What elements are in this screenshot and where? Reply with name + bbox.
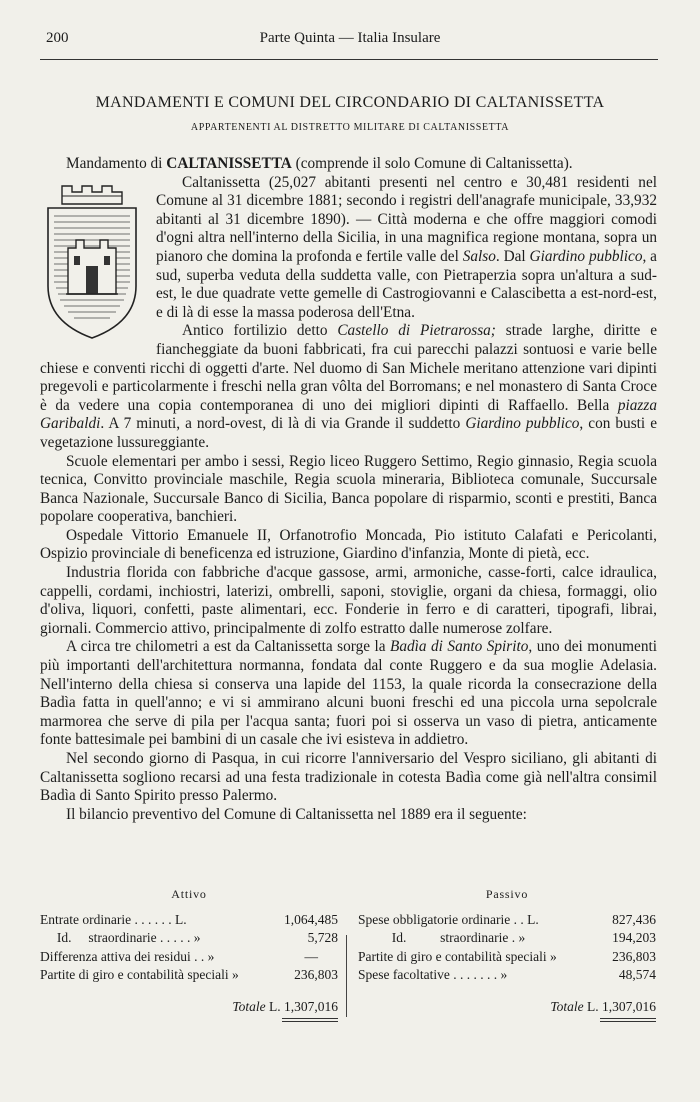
- row-amount: 5,728: [307, 930, 338, 946]
- total-amount: 1,307,016: [284, 998, 338, 1014]
- table-row: [358, 948, 656, 966]
- p1-giardino: Giardino pubblico: [529, 247, 643, 265]
- p2-castello: Castello di Pietrarossa;: [337, 322, 496, 340]
- table-row: [40, 966, 338, 984]
- mandamento-heading: [40, 155, 657, 174]
- attivo-heading: Attivo: [171, 887, 207, 901]
- paragraph-schools: Scuole elementari per ambo i sessi, Regio liceo Ruggero Settimo, Regio ginnasio, Regia scuola tecnica, Convitto provinciale maschile, Regia scuola mineraria, Biblioteca comunale, Succursale Banca Nazionale, Succursale Banco di Sicilia, Banca popolare di risparmio, sconti e prestiti, Banca popolare cooperativa, banchieri.: [40, 452, 657, 526]
- table-row: [40, 911, 338, 929]
- total-currency: L.: [269, 998, 281, 1014]
- p1-text-c: . Dal: [495, 247, 530, 265]
- row-amount: 827,436: [612, 912, 656, 928]
- paragraph-badia: [40, 638, 657, 750]
- total-label: Totale: [550, 998, 584, 1014]
- passivo-column: [358, 885, 656, 1020]
- coat-of-arms-icon: [40, 182, 148, 347]
- p6-text-a: A circa tre chilometri a est da Caltanissetta sorge la: [66, 638, 391, 656]
- row-label: Id. straordinarie . »: [358, 930, 526, 946]
- row-label: Differenza attiva dei residui . . »: [40, 948, 215, 964]
- row-amount: 1,064,485: [284, 912, 338, 928]
- attivo-total: [40, 998, 338, 1020]
- row-amount: 194,203: [612, 930, 656, 946]
- table-row: [358, 911, 656, 929]
- table-row: [40, 948, 338, 966]
- row-amount: —: [304, 948, 318, 964]
- p2-text-a: Antico fortilizio detto: [182, 322, 338, 340]
- p1-text-e: , a sud, superba veduta della suddetta valle, con Pietraperzia sopra un'altura a sud-est, le due quadrate vette gemelle di Castrogiovanni e Calascibetta a est-nord-est, e di là di esse la massa poderosa dell'Etna.: [156, 247, 657, 321]
- mandamento-name: CALTANISSETTA: [166, 155, 292, 172]
- p2-giardino: Giardino pubblico: [465, 415, 580, 433]
- row-label: Spese obbligatorie ordinarie . . L.: [358, 912, 539, 928]
- table-row: [40, 929, 338, 947]
- intro-rest: (comprende il solo Comune di Caltanissetta).: [291, 155, 573, 172]
- table-row: [358, 966, 656, 984]
- running-title: Parte Quinta — Italia Insulare: [259, 30, 441, 46]
- row-label: Partite di giro e contabilità speciali »: [358, 948, 557, 964]
- section-subtitle: APPARTENENTI AL DISTRETTO MILITARE DI CALTANISSETTA: [190, 122, 510, 133]
- column-divider: [346, 935, 347, 1017]
- paragraph-hospitals: Ospedale Vittorio Emanuele II, Orfanotrofio Moncada, Pio istituto Calafati e Pericolanti, Ospizio provinciale di beneficenza ed istruzione, Giardino d'infanzia, Monte di pietà, ecc.: [40, 526, 657, 563]
- passivo-heading: Passivo: [485, 887, 529, 901]
- passivo-total: [358, 998, 656, 1020]
- row-amount: 236,803: [612, 948, 656, 964]
- p1-text-a: Caltanissetta (25,027 abitanti presenti nel centro e 30,481 residenti nel Comune al 31 dicembre 1881; secondo i registri dell'anagrafe municipale, 33,932 abitanti al 31 dicembre 1890). — Città moderna e che offre maggiori comodi d'ogni altra nell'interno della Sicilia, in una magnifica regione montana, sopra un pianoro che domina la profonda e fertile valle del: [156, 173, 657, 265]
- row-label: Id. straordinarie . . . . . »: [40, 930, 201, 946]
- row-amount: 48,574: [618, 966, 656, 982]
- row-label: Entrate ordinarie . . . . . . L.: [40, 912, 187, 928]
- total-currency: L.: [587, 998, 599, 1014]
- page-number: 200: [46, 30, 69, 46]
- intro-lead: Mandamento di: [66, 155, 163, 172]
- p6-text-c: , uno dei monumenti più importanti dell'architettura normanna, fondata dal conte Ruggero e da sua moglie Adelasia. Nell'interno della chiesa si conserva una lapide del 1153, la quale ricorda la consecrazione della Badìa fatta in quell'anno; e vi si ammirano alcuni buoni freschi ed una piccola urna sepolcrale marmorea che serve di pila per l'acqua santa; fuori poi si osserva un vaso di pietra, anticamente fonte battesimale pei bambini di un casale che ivi esisteva in addietro.: [40, 638, 657, 749]
- p2-text-c: strade larghe, diritte e fiancheggiate da buoni fabbricati, fra cui parecchi palazzi sontuosi e varie belle chiese e conventi ricchi di oggetti d'arte. Nel duomo di San Michele meritano attenzione vari dipinti pregevoli e particolarmente i freschi nella gran vôlta del Borromans; e nel monastero di Santa Croce è da vedere una copia contemporanea di uno dei migliori dipinti di Raffaello. Bella: [40, 322, 657, 414]
- p2-text-g: , con busti e vegetazione lussureggiante.: [40, 415, 657, 451]
- header-rule: [40, 59, 658, 60]
- running-header: [28, 30, 672, 52]
- attivo-column: [40, 885, 338, 1020]
- section-title: MANDAMENTI E COMUNI DEL CIRCONDARIO DI CALTANISSETTA: [95, 94, 605, 111]
- p2-text-e: . A 7 minuti, a nord-ovest, di là di via Grande il suddetto: [100, 415, 466, 433]
- table-row: [358, 929, 656, 947]
- p2-piazza: piazza Garibaldi: [40, 396, 657, 433]
- p6-badia: Badìa di Santo Spirito: [390, 638, 529, 656]
- total-label: Totale: [232, 998, 266, 1014]
- paragraph-industry: Industria florida con fabbriche d'acque gassose, armi, armoniche, casse-forti, calce idraulica, cappelli, cordami, inchiostri, laterizi, ombrelli, saponi, stoviglie, organi da chiesa, formaggi, olio d'oliva, liquori, confetti, paste alimentari, ecc. Fonderie in ferro e di caratteri, tipografi, librai, giornali. Commercio attivo, principalmente di zolfo estratto dalle numerose zolfare.: [40, 564, 657, 637]
- row-amount: 236,803: [294, 966, 338, 982]
- body-text: [40, 155, 657, 824]
- total-double-rule: [600, 1018, 656, 1022]
- p1-salso: Salso: [462, 247, 496, 265]
- total-amount: 1,307,016: [602, 998, 656, 1014]
- row-label: Spese facoltative . . . . . . . »: [358, 966, 508, 982]
- row-label: Partite di giro e contabilità speciali »: [40, 966, 239, 982]
- total-double-rule: [282, 1018, 338, 1022]
- paragraph-budget-intro: Il bilancio preventivo del Comune di Caltanissetta nel 1889 era il seguente:: [66, 805, 527, 823]
- paragraph-easter: Nel secondo giorno di Pasqua, in cui ricorre l'anniversario del Vespro siciliano, gli abitanti di Caltanissetta sogliono recarsi ad una festa tradizionale in cotesta Badìa come già nell'altra consimil Badìa di Santo Spirito presso Palermo.: [40, 750, 657, 805]
